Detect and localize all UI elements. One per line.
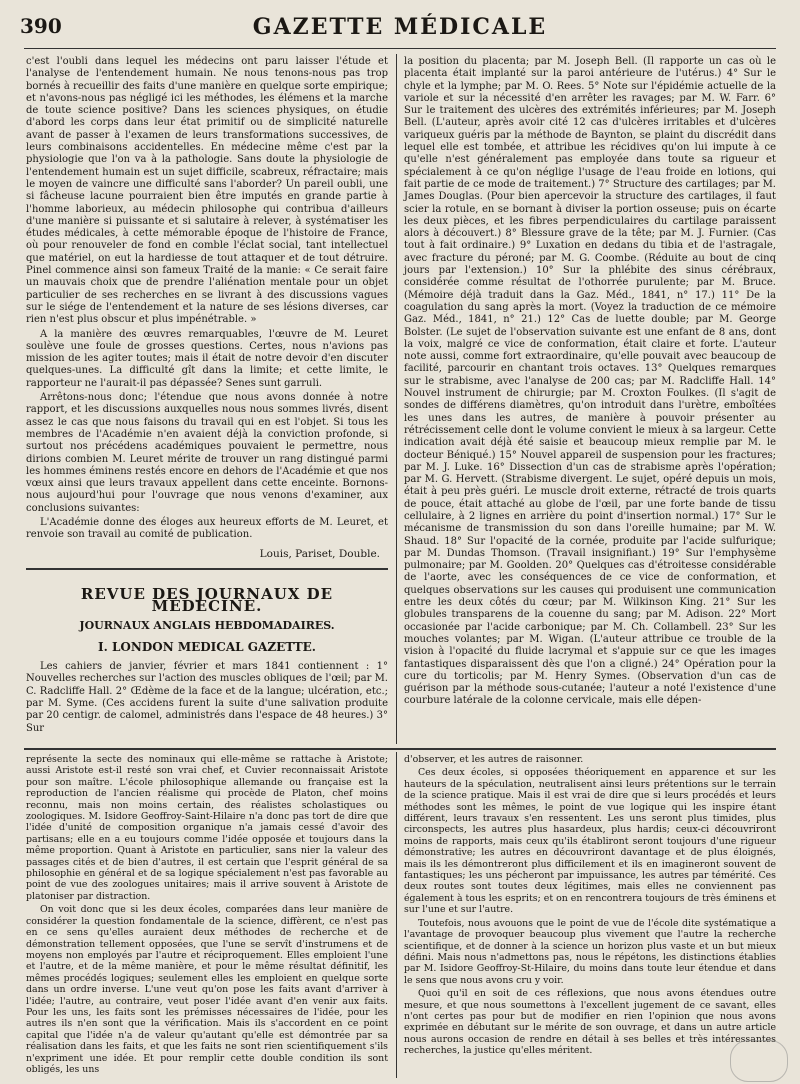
column-divider	[396, 54, 397, 744]
upper-left-column	[26, 56, 388, 737]
lower-left-column	[26, 754, 388, 1077]
paragraph: Les cahiers de janvier, février et mars 1841 contiennent : 1° Nouvelles recherches sur l'action des muscles obliques de l'œil; par M. C. Radcliffe Hall. 2° Œdème de la face et de la langue; ulcération, etc.; par M. Syme. (Ces accidens furent la suite d'une salivation produite par 20 centigr. de calomel, administrés dans l'espace de 48 heures.) 3° Sur	[26, 661, 388, 734]
section-heading: REVUE DES JOURNAUX DE MÉDECINE.	[80, 584, 334, 616]
subsection-heading: JOURNAUX ANGLAIS HEBDOMADAIRES.	[79, 619, 335, 633]
upper-right-column	[404, 56, 776, 710]
feuilleton-rule	[24, 748, 776, 750]
paragraph: A la manière des œuvres remarquables, l'œuvre de M. Leuret soulève une foule de grosses questions. Certes, nous n'avions pas mission de les agiter toutes; mais il était de notre devoir d'en discuter quelques-unes. La difficulté gît dans la limite; et cette limite, le rapporteur ne l'aurait-il pas dépassée? Senes sunt garruli.	[26, 328, 388, 389]
page-number: 390	[20, 14, 62, 38]
paragraph: la position du placenta; par M. Joseph Bell. (Il rapporte un cas où le placenta était implanté sur la paroi antérieure de l'utérus.) 4° Sur le chyle et la lymphe; par M. O. Rees. 5° Note sur l'épidémie actuelle de la variole et sur la nécessité d'en arrêter les ravages; par M. W. Farr. 6° Sur le traitement des ulcères des extrémités inférieures; par M. Joseph Bell. (L'auteur, après avoir cité 12 cas d'ulcères irritables et d'ulcères variqueux guéris par la méthode de Baynton, se plaint du discrédit dans lequel elle est tombée, et attribue les récidives qu'on lui impute à ce qu'elle n'est généralement pas employée dans toute sa rigueur et spécialement à ce qu'on néglige l'usage de l'eau froide en lotions, qui fait partie de ce mode de traitement.) 7° Structure des cartilages; par M. James Douglas. (Pour bien apercevoir la structure des cartilages, il faut scier la rotule, en se bornant à diviser la portion osseuse; puis on écarte les deux pièces, et les fibres perpendiculaires du cartilage paraissent alors à découvert.) 8° Blessure grave de la tête; par M. J. Furnier. (Cas tout à fait ordinaire.) 9° Luxation en dedans du tibia et de l'astragale, avec fracture du péroné; par M. G. Coombe. (Réduite au bout de cinq jours par l'extension.) 10° Sur la phlébite des sinus cérébraux, considérée comme résultat de l'othorrée purulente; par M. Bruce. (Mémoire déjà traduit dans la Gaz. Méd., 1841, n° 17.) 11° De la coagulation du sang après la mort. (Voyez la traduction de ce mémoire Gaz. Méd., 1841, n° 21.) 12° Cas de luette double; par M. George Bolster. (Le sujet de l'observation suivante est une enfant de 8 ans, dont la voix, malgré ce vice de conformation, était claire et forte. L'auteur note aussi, comme fort extraordinaire, qu'elle pouvait avec beaucoup de facilité, parcourir en chantant trois octaves. 13° Quelques remarques sur le strabisme, avec l'analyse de 200 cas; par M. Radcliffe Hall. 14° Nouvel instrument de chirurgie; par M. Croxton Foulkes. (Il s'agit de sondes de différens diamètres, qu'on introduit dans l'urètre, emboîtées les unes dans les autres, de manière à pouvoir présenter au rétrécissement celle dont le volume convient le mieux à sa largeur. Cette indication avait déjà été saisie et beaucoup mieux remplie par M. le docteur Béniqué.) 15° Nouvel appareil de suspension pour les fractures; par M. J. Luke. 16° Dissection d'un cas de strabisme après l'opération; par M. G. Hervett. (Strabisme divergent. Le sujet, opéré depuis un mois, était à peu près guéri. Le muscle droit externe, rétracté de trois quarts de pouce, était attaché au globe de l'œil, par une forte bande de tissu cellulaire, à 2 lignes en arrière du point d'insertion normal.) 17° Sur le mécanisme de transmission du son dans l'oreille humaine; par M. W. Shaud. 18° Sur l'opacité de la cornée, produite par l'acide sulfurique; par M. Dundas Thomson. (Travail insignifiant.) 19° Sur l'emphysème pulmonaire; par M. Goolden. 20° Quelques cas d'étroitesse considérable de l'aorte, avec les conséquences de ce vice de conformation, et quelques observations sur les causes qui produisent une communication entre les deux côtés du cœur; par M. Wilkinson King. 21° Sur les globules transparens de la couenne du sang; par M. Adison. 22° Mort occasionée par l'acide carbonique; par M. Ch. Collambell. 23° Sur les mouches volantes; par M. Wigan. (L'auteur attribue ce trouble de la vision à l'opacité du fluide lacrymal et s'appuie sur ce que les images fantastiques disparaissent dès que l'on a cligné.) 24° Opération pour la cure du torticolis; par M. Henry Symes. (Observation d'un cas de guérison par la méthode sous-cutanée; l'auteur a noté l'existence d'une courbure latérale de la colonne cervicale, mais elle dépen-	[404, 56, 776, 707]
section-rule	[26, 568, 388, 570]
paragraph: L'Académie donne des éloges aux heureux efforts de M. Leuret, et renvoie son travail au comité de publication.	[26, 516, 388, 541]
paragraph: représente la secte des nominaux qui elle-même se rattache à Aristote; aussi Aristote est-il resté son vrai chef, et Cuvier reconnaissait Aristote pour son maître. L'école philosophique allemande ou française est la reproduction de l'ancien réalisme qui procède de Platon, chef moins reconnu, mais non moins certain, des réalistes scholastiques ou zoologiques. M. Isidore Geoffroy-Saint-Hilaire n'a donc pas tort de dire que l'idée d'unité de composition organique n'a jamais cessé d'avoir des partisans; elle en a eu toujours comme l'idée opposée et toujours dans la même proportion. Quant à Aristote en particulier, sans nier la valeur des passages cités et de bien d'autres, il est certain que l'esprit général de sa philosophie en général et de sa logique spécialement n'est pas favorable au point de vue des zoologues unitaires; mais il arrive souvent à Aristote de platoniser par distraction.	[26, 754, 388, 902]
paragraph: On voit donc que si les deux écoles, comparées dans leur manière de considérer la question fondamentale de la science, diffèrent, ce n'est pas en ce sens qu'elles auraient deux méthodes de recherche et de démonstration tellement opposées, que l'une se servît d'instrumens et de moyens non employés par l'autre et réciproquement. Elles emploient l'une et l'autre, et de la même manière, et pour le même résultat définitif, les mêmes procédés logiques; seulement elles les emploient en quelque sorte dans un ordre inverse. L'une veut qu'on pose les faits avant d'arriver à l'idée; l'autre, au contraire, veut poser l'idée avant d'en venir aux faits. Pour les uns, les faits sont les prémisses nécessaires de l'idée, pour les autres ils n'en sont que la vérification. Mais ils s'accordent en ce point capital que l'idée n'a de valeur qu'autant qu'elle est démontrée par sa réalisation dans les faits, et que les faits ne sont rien scientifiquement s'ils n'expriment une idée. Et pour remplir cette double condition ils sont obligés, les uns	[26, 904, 388, 1075]
lower-right-column	[404, 754, 776, 1059]
masthead-title: GAZETTE MÉDICALE	[252, 14, 548, 40]
paragraph: d'observer, et les autres de raisonner.	[404, 754, 584, 765]
paragraph: Quoi qu'il en soit de ces réflexions, que nous avons étendues outre mesure, et que nous soumettons à l'excellent jugement de ce savant, elles n'ont certes pas pour but de modifier en rien l'opinion que nous avons exprimée en débutant sur le mérite de son ouvrage, et dans un autre article nous aurons occasion de rendre en détail à ses belles et très intéressantes recherches, la justice qu'elles méritent.	[404, 988, 776, 1057]
signature: Louis, Pariset, Double.	[259, 547, 380, 560]
header-rule	[24, 48, 776, 49]
paragraph: c'est l'oubli dans lequel les médecins ont paru laisser l'étude et l'analyse de l'entendement humain. Ne nous tenons-nous pas trop bornés à recueillir des faits d'une manière en quelque sorte empirique; et n'avons-nous pas négligé ici les méthodes, les élémens et la marche de toute science positive? Dans les sciences physiques, on étudie d'abord les corps dans leur état primitif ou de simplicité naturelle avant de passer à l'examen de leurs transformations successives, de leurs combinaisons accidentelles. En médecine même c'est par la physiologie que l'on va à la pathologie. Sans doute la physiologie de l'entendement humain est un sujet difficile, scabreux, réfractaire; mais le moyen de vaincre une difficulté sans l'aborder? Un pareil oubli, une si fâcheuse lacune pourraient bien être imputés en grande partie à l'homme laborieux, au médecin philosophe qui contribua d'ailleurs d'une manière si puissante et si salutaire à relever, à systématiser les études médicales, à cette mémorable époque de l'histoire de France, où pour renouveler de fond en comble l'éclat social, tant intellectuel que matériel, on eut la hardiesse de tout attaquer et de tout détruire. Pinel commence ainsi son fameux Traité de la manie: « Ce serait faire un mauvais choix que de prendre l'aliénation mentale pour un objet particulier de ses recherches en se livrant à des discussions vagues sur le siége de l'entendement et la nature de ses lésions diverses, car rien n'est plus obscur et plus impénétrable. »	[26, 56, 388, 326]
column-divider	[396, 752, 397, 1078]
library-stamp	[730, 1040, 788, 1082]
paragraph: Toutefois, nous avouons que le point de vue de l'école dite systématique a l'avantage de provoquer beaucoup plus vivement que l'autre la recherche scientifique, et de donner à la science un horizon plus vaste et un but mieux défini. Mais nous n'admettons pas, nous le répétons, les distinctions établies par M. Isidore Geoffroy-St-Hilaire, du moins dans toute leur étendue et dans le sens que nous avons cru y voir.	[404, 917, 776, 986]
paragraph: Arrêtons-nous donc; l'étendue que nous avons donnée à notre rapport, et les discussions auxquelles nous nous sommes livrés, disent assez le cas que nous faisons du travail qui en est l'objet. Si tous les membres de l'Académie n'en avaient déjà la conviction profonde, si surtout nos précédens académiques pouvaient le permettre, nous dirions combien M. Leuret mérite de trouver un rang distingué parmi les hommes éminens restés encore en dehors de l'Académie et que nos vœux ainsi que leurs travaux appellent dans cette enceinte. Bornons-nous aujourd'hui pour l'ouvrage que nous venons d'examiner, aux conclusions suivantes:	[26, 392, 388, 514]
journal-heading: I. LONDON MEDICAL GAZETTE.	[98, 639, 316, 654]
paragraph: Ces deux écoles, si opposées théoriquement en apparence et sur les hauteurs de la spéculation, neutralisent ainsi leurs prétentions sur le terrain de la science pratique. Mais il est vrai de dire que si leurs procédés et leurs méthodes sont les mêmes, le point de vue logique qui les inspire étant différent, leurs travaux s'en ressentent. Les uns seront plus timides, plus circonspects, les autres plus hasardeux, plus hardis; ceux-ci découvriront moins de rapports, mais ceux qu'ils établiront seront toujours d'une rigueur démonstrative; les autres en découvriront davantage et de plus éloignés, mais ils les démontreront plus difficilement et ils en imagineront souvent de fantastiques; les uns pécheront par impuissance, les autres par témérité. Ces deux routes sont toutes deux légitimes, mais elles ne conviennent pas également à tous les esprits; et on en rencontrera toujours de très éminens et sur l'une et sur l'autre.	[404, 767, 776, 916]
